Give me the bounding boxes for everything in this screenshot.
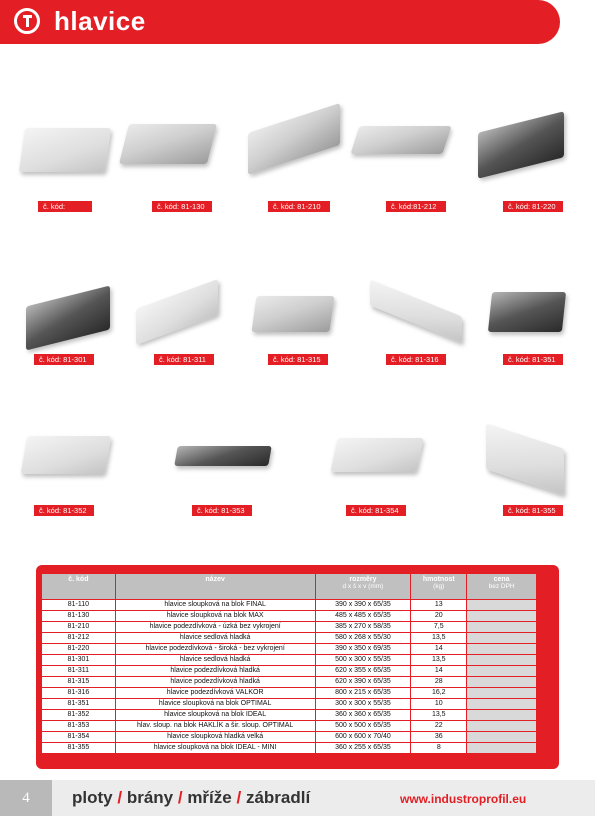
column-header-price: cena bez DPH	[467, 574, 537, 600]
table-row	[42, 710, 537, 721]
table-row	[42, 688, 537, 699]
product-code-label: č. kód: 81-315	[268, 354, 328, 365]
product-code-label: č. kód: 81-355	[503, 505, 563, 516]
price-table-frame	[36, 565, 559, 769]
slogan-word: brány	[126, 788, 174, 807]
product-photo	[248, 103, 340, 175]
cell-code: 81-301	[42, 655, 116, 666]
brand-logo-icon	[14, 8, 40, 34]
cell-dimensions: 800 x 215 x 65/35	[315, 688, 411, 699]
slogan-word: ploty	[72, 788, 113, 807]
product-photo	[370, 279, 462, 342]
page-number: 4	[0, 780, 52, 816]
product-code-label: č. kód: 81-316	[386, 354, 446, 365]
page-footer	[0, 780, 595, 816]
cell-dimensions: 500 x 300 x 55/35	[315, 655, 411, 666]
table-row	[42, 600, 537, 611]
cell-code: 81-353	[42, 721, 116, 732]
cell-weight: 13,5	[411, 655, 467, 666]
cell-weight: 13,5	[411, 710, 467, 721]
price-table-body	[42, 600, 537, 754]
product-photo	[478, 111, 564, 178]
cell-name: hlavice podezdívková hladká	[115, 666, 315, 677]
cell-name: hlavice sedlová hladká	[115, 655, 315, 666]
table-row	[42, 644, 537, 655]
slogan-word: zábradlí	[245, 788, 311, 807]
cell-dimensions: 390 x 390 x 65/35	[315, 600, 411, 611]
cell-name: hlavice sloupková na blok IDEAL - MINI	[115, 743, 315, 754]
cell-weight: 16,2	[411, 688, 467, 699]
table-row	[42, 732, 537, 743]
product-code-label: č. kód: 81-301	[34, 354, 94, 365]
cell-weight: 10	[411, 699, 467, 710]
product-photo	[174, 446, 272, 466]
cell-name: hlavice podezdívková hladká	[115, 677, 315, 688]
cell-dimensions: 360 x 255 x 65/35	[315, 743, 411, 754]
product-photo	[486, 423, 564, 494]
product-code-label: č. kód: 81-311	[154, 354, 214, 365]
table-row	[42, 633, 537, 644]
cell-code: 81-212	[42, 633, 116, 644]
table-row	[42, 721, 537, 732]
cell-name: hlavice sloupková na blok MAX	[115, 611, 315, 622]
product-code-label: č. kód: 81-353	[192, 505, 252, 516]
footer-slogan	[72, 788, 310, 808]
cell-name: hlavice podezdívková - široká - bez vykrojení	[115, 644, 315, 655]
product-photo	[19, 128, 111, 172]
cell-dimensions: 360 x 360 x 65/35	[315, 710, 411, 721]
table-row	[42, 677, 537, 688]
cell-price	[467, 732, 537, 743]
product-photo	[488, 292, 566, 332]
cell-name: hlavice podezdívková - úzká bez vykrojení	[115, 622, 315, 633]
website-link[interactable]: www.industroprofil.eu	[400, 792, 527, 806]
cell-weight: 7,5	[411, 622, 467, 633]
table-header-row	[42, 574, 537, 600]
cell-name: hlav. sloup. na blok HAKLÍK a šir. sloup. OPTIMAL	[115, 721, 315, 732]
cell-weight: 20	[411, 611, 467, 622]
table-row	[42, 611, 537, 622]
cell-price	[467, 622, 537, 633]
cell-price	[467, 699, 537, 710]
product-code-label: č. kód:	[38, 201, 92, 212]
cell-name: hlavice podezdívková VALKOR	[115, 688, 315, 699]
table-row	[42, 655, 537, 666]
cell-name: hlavice sloupková na blok OPTIMAL	[115, 699, 315, 710]
cell-name: hlavice sloupková na blok FINAL	[115, 600, 315, 611]
column-header-code: č. kód	[42, 574, 116, 600]
cell-code: 81-354	[42, 732, 116, 743]
slogan-separator: /	[177, 788, 183, 807]
cell-weight: 8	[411, 743, 467, 754]
cell-name: hlavice sloupková na blok IDEAL	[115, 710, 315, 721]
cell-weight: 13	[411, 600, 467, 611]
product-code-label: č. kód: 81-351	[503, 354, 563, 365]
product-photo	[119, 124, 217, 164]
product-photo	[251, 296, 334, 332]
cell-price	[467, 633, 537, 644]
table-row	[42, 666, 537, 677]
cell-weight: 28	[411, 677, 467, 688]
cell-dimensions: 620 x 355 x 65/35	[315, 666, 411, 677]
cell-price	[467, 743, 537, 754]
table-row	[42, 743, 537, 754]
price-table	[41, 573, 537, 754]
cell-dimensions: 580 x 268 x 55/30	[315, 633, 411, 644]
cell-dimensions: 300 x 300 x 55/35	[315, 699, 411, 710]
product-code-label: č. kód: 81-352	[34, 505, 94, 516]
product-code-label: č. kód: 81-210	[268, 201, 330, 212]
cell-dimensions: 620 x 390 x 65/35	[315, 677, 411, 688]
product-photo	[350, 126, 451, 154]
column-header-name: název	[115, 574, 315, 600]
page-header	[0, 0, 560, 44]
cell-price	[467, 666, 537, 677]
cell-code: 81-210	[42, 622, 116, 633]
cell-dimensions: 500 x 500 x 65/35	[315, 721, 411, 732]
cell-price	[467, 688, 537, 699]
cell-code: 81-311	[42, 666, 116, 677]
cell-price	[467, 611, 537, 622]
cell-code: 81-220	[42, 644, 116, 655]
cell-code: 81-110	[42, 600, 116, 611]
cell-price	[467, 710, 537, 721]
cell-weight: 14	[411, 666, 467, 677]
product-code-label: č. kód: 81-220	[503, 201, 563, 212]
cell-weight: 36	[411, 732, 467, 743]
product-photo	[330, 438, 423, 472]
cell-dimensions: 600 x 600 x 70/40	[315, 732, 411, 743]
cell-name: hlavice sedlová hladká	[115, 633, 315, 644]
cell-price	[467, 655, 537, 666]
table-row	[42, 622, 537, 633]
cell-code: 81-355	[42, 743, 116, 754]
cell-price	[467, 721, 537, 732]
cell-dimensions: 485 x 485 x 65/35	[315, 611, 411, 622]
column-header-weight: hmotnost (kg)	[411, 574, 467, 600]
product-code-label: č. kód:81-212	[386, 201, 446, 212]
table-row	[42, 699, 537, 710]
page-title: hlavice	[54, 6, 146, 36]
cell-weight: 22	[411, 721, 467, 732]
cell-price	[467, 677, 537, 688]
slogan-word: mříže	[187, 788, 232, 807]
cell-dimensions: 390 x 350 x 69/35	[315, 644, 411, 655]
slogan-separator: /	[117, 788, 123, 807]
cell-price	[467, 644, 537, 655]
cell-code: 81-351	[42, 699, 116, 710]
cell-code: 81-130	[42, 611, 116, 622]
product-photo	[136, 279, 218, 345]
cell-dimensions: 385 x 270 x 58/35	[315, 622, 411, 633]
cell-name: hlavice sloupková hladká velká	[115, 732, 315, 743]
product-code-label: č. kód: 81-354	[346, 505, 406, 516]
cell-code: 81-316	[42, 688, 116, 699]
product-photo	[21, 436, 112, 474]
cell-price	[467, 600, 537, 611]
cell-weight: 13,5	[411, 633, 467, 644]
column-header-dimensions: rozměry d x š x v (mm)	[315, 574, 411, 600]
product-code-label: č. kód: 81-130	[152, 201, 212, 212]
cell-code: 81-352	[42, 710, 116, 721]
slogan-separator: /	[236, 788, 242, 807]
product-photo	[26, 286, 110, 351]
cell-weight: 14	[411, 644, 467, 655]
cell-code: 81-315	[42, 677, 116, 688]
